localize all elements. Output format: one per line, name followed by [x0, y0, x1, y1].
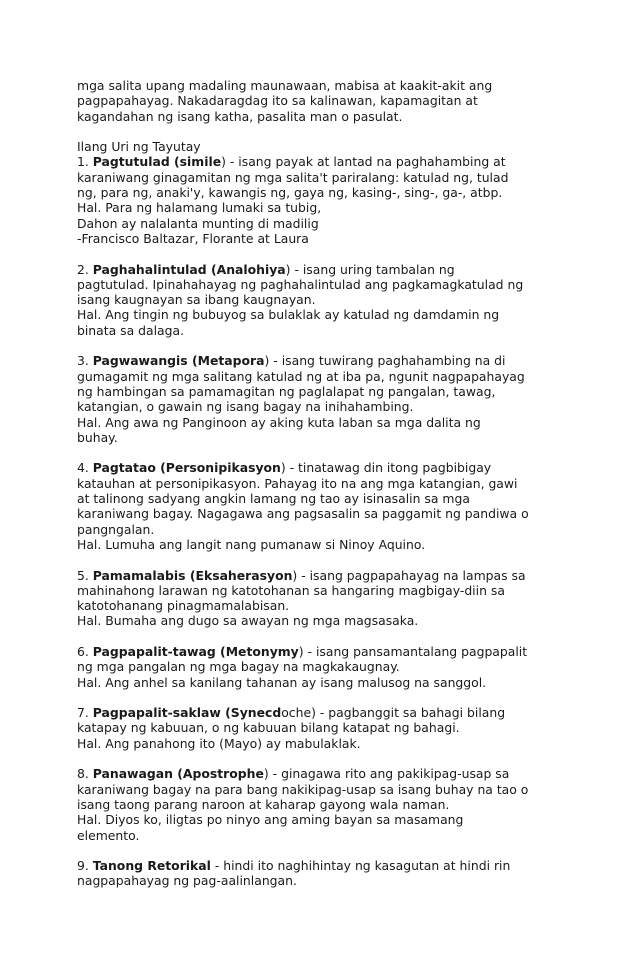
item-text-line: nagpapahayag ng pag-aalinlangan.	[77, 873, 297, 889]
paragraph-gap	[77, 690, 557, 705]
figure-of-speech-item-9	[77, 858, 557, 889]
figure-of-speech-item-1	[77, 154, 557, 246]
intro-line: pagpapahayag. Nakadaragdag ito sa kalinawan, kapamagitan at	[77, 93, 478, 109]
paragraph-gap	[77, 843, 557, 858]
item-text-line: at talinong sadyang angkin lamang ng tao ay isinasalin sa mga	[77, 491, 470, 507]
figure-of-speech-item-6	[77, 644, 557, 690]
item-number: 9.	[77, 858, 93, 874]
intro-line: mga salita upang madaling maunawaan, mabisa at kaakit-akit ang	[77, 78, 493, 93]
paragraph-gap	[77, 246, 557, 261]
item-example-line: Dahon ay nalalanta munting di madilig	[77, 215, 319, 231]
item-text-line: isang taong parang naroon at kaharap gayong wala naman.	[77, 796, 450, 812]
figure-of-speech-item-7	[77, 705, 557, 751]
item-example-line: Hal. Ang awa ng Panginoon ay aking kuta laban sa mga dalita ng	[77, 414, 481, 430]
item-text-line: katapay ng kabuuan, o ng kabuuan bilang katapat ng bahagi.	[77, 720, 460, 736]
item-example-line: Hal. Ang panahong ito (Mayo) ay mabulaklak.	[77, 735, 361, 751]
paragraph-gap	[77, 629, 557, 644]
item-heading-line	[77, 154, 557, 169]
item-example-line: buhay.	[77, 429, 118, 445]
item-example-line: Hal. Diyos ko, iligtas po ninyo ang aming bayan sa masamang	[77, 812, 464, 828]
item-number: 3.	[77, 353, 93, 369]
item-term: Paghahalintulad (Analohiya	[92, 261, 286, 277]
item-heading-line	[77, 353, 557, 368]
item-text-line: pagtutulad. Ipinahahayag ng paghahalintulad ang pagkamagkatulad ng	[77, 276, 524, 292]
figure-of-speech-item-4	[77, 460, 557, 552]
item-definition: ) - tinatawag din itong pagbibigay	[280, 460, 492, 476]
item-example-line: Hal. Bumaha ang dugo sa awayan ng mga magsasaka.	[77, 613, 419, 629]
intro-line: kagandahan ng isang katha, pasalita man o pasulat.	[77, 108, 403, 124]
item-text-line: karaniwang ginagamitan ng mga salita't pariralang: katulad ng, tulad	[77, 169, 509, 185]
item-text-line: isang kaugnayan sa ibang kaugnayan.	[77, 292, 316, 308]
item-definition: ) - isang uring tambalan ng	[285, 261, 455, 277]
item-term: Pagpapalit-saklaw (Synecd	[92, 705, 282, 721]
item-number: 6.	[77, 643, 93, 659]
item-example-line: Hal. Ang anhel sa kanilang tahanan ay isang malusog na sanggol.	[77, 674, 487, 690]
item-text-line: mahinahong larawan ng katotohanan sa hangaring magbigay-diin sa	[77, 582, 505, 598]
item-term: Pamamalabis (Eksaherasyon	[92, 567, 293, 583]
item-heading-line	[77, 568, 557, 583]
item-heading-line	[77, 644, 557, 659]
item-example-line: Hal. Ang tingin ng bubuyog sa bulaklak ay katulad ng damdamin ng	[77, 307, 500, 323]
paragraph-gap	[77, 552, 557, 567]
paragraph-gap	[77, 751, 557, 766]
item-text-line: katauhan at personipikasyon. Pahayag ito na ang mga katangian, gawi	[77, 475, 518, 491]
item-heading-line	[77, 705, 557, 720]
figure-of-speech-item-2	[77, 262, 557, 338]
section-title: Ilang Uri ng Tayutay	[77, 139, 201, 155]
item-example-line: binata sa dalaga.	[77, 322, 185, 338]
item-definition: - hindi ito naghihintay ng kasagutan at hindi rin	[210, 858, 511, 874]
item-example-line: elemento.	[77, 827, 140, 843]
item-heading-line	[77, 766, 557, 781]
item-heading-line	[77, 858, 557, 873]
item-text-line: pangngalan.	[77, 521, 155, 537]
item-term: Pagtutulad (simile	[92, 154, 222, 170]
item-heading-line	[77, 262, 557, 277]
paragraph-gap	[77, 445, 557, 460]
document-body	[77, 78, 557, 889]
figure-of-speech-item-8	[77, 766, 557, 842]
item-number: 2.	[77, 261, 93, 277]
item-example-line: Hal. Para ng halamang lumaki sa tubig,	[77, 200, 322, 216]
paragraph-gap	[77, 338, 557, 353]
item-number: 8.	[77, 766, 93, 782]
item-definition: ) - isang payak at lantad na paghahambing at	[221, 154, 506, 170]
item-example-line: Hal. Lumuha ang langit nang pumanaw si Ninoy Aquino.	[77, 536, 426, 552]
item-text-line: katangian, o gawain ng isang bagay na inihahambing.	[77, 399, 414, 415]
item-term: Tanong Retorikal	[92, 858, 211, 874]
figure-of-speech-item-5	[77, 568, 557, 629]
item-text-line: karaniwang bagay na para bang nakikipag-usap sa isang buhay na tao o	[77, 781, 529, 797]
item-number: 5.	[77, 567, 93, 583]
item-number: 4.	[77, 460, 93, 476]
item-term: Pagwawangis (Metapora	[92, 353, 265, 369]
item-definition: oche) - pagbanggit sa bahagi bilang	[281, 705, 506, 721]
item-example-source: -Francisco Baltazar, Florante at Laura	[77, 230, 309, 246]
item-text-line: gumagamit ng mga salitang katulad ng at iba pa, ngunit nagpapahayag	[77, 368, 525, 384]
item-text-line: katotohanang pinagmamalabisan.	[77, 598, 290, 614]
item-term: Pagpapalit-tawag (Metonymy	[92, 643, 299, 659]
item-heading-line	[77, 460, 557, 475]
item-definition: ) - ginagawa rito ang pakikipag-usap sa	[263, 766, 510, 782]
item-term: Pagtatao (Personipikasyon	[92, 460, 281, 476]
item-term: Panawagan (Apostrophe	[92, 766, 264, 782]
intro-paragraph	[77, 78, 557, 124]
item-text-line: ng, para ng, anaki'y, kawangis ng, gaya ng, kasing-, sing-, ga-, atbp.	[77, 185, 503, 201]
item-text-line: ng mga pangalan ng mga bagay na magkakaugnay.	[77, 659, 400, 675]
figure-of-speech-item-3	[77, 353, 557, 445]
paragraph-gap	[77, 124, 557, 139]
item-number: 7.	[77, 705, 93, 721]
item-definition: ) - isang tuwirang paghahambing na di	[264, 353, 506, 369]
item-definition: ) - isang pagpapahayag na lampas sa	[292, 567, 526, 583]
item-number: 1.	[77, 154, 93, 170]
item-text-line: karaniwang bagay. Nagagawa ang pagsasalin sa paggamit ng pandiwa o	[77, 506, 529, 522]
item-text-line: ng hambingan sa pamamagitan ng paglalapat ng pangalan, tawag,	[77, 383, 496, 399]
item-definition: ) - isang pansamantalang pagpapalit	[298, 643, 528, 659]
